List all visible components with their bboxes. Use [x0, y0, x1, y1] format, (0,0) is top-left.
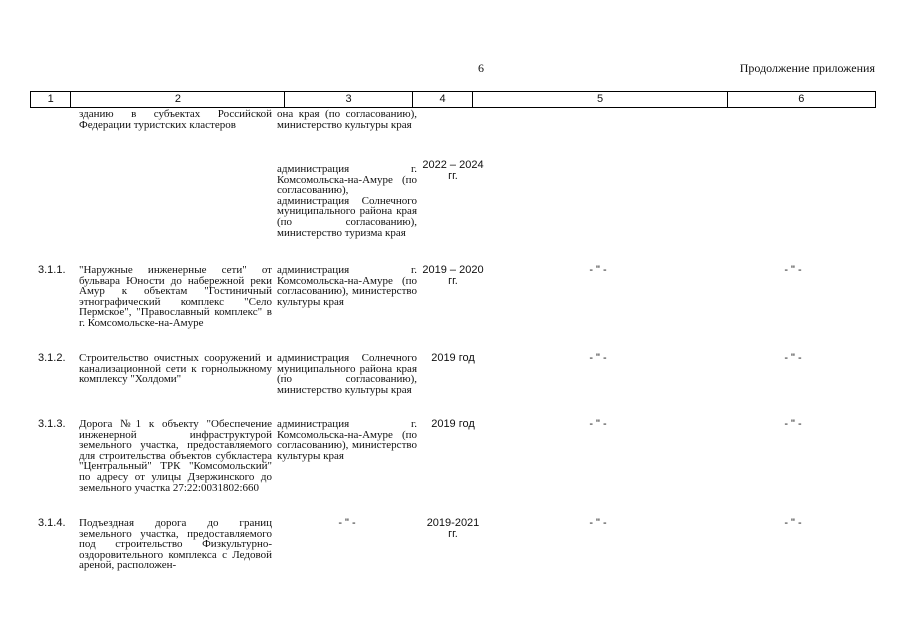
table-header [30, 91, 876, 108]
row-number: 3.1.2. [38, 352, 66, 364]
row-description: Подъездная дорога до границ земельного участка, предоставляемого под строительство Физкультурно-оздоровительного комплекса с Ледовой ареной, расположен- [79, 517, 272, 572]
row-description: Дорога №1 к объекту "Обеспечение инженерной инфраструктурой земельного участка, предоставляемого для строительства объектов субкластера "Центральный" ТРК "Комсомольский" по адресу от улицы Дзержинского до земельного участка 27:22:0031802:660 [79, 418, 272, 494]
row-number: 3.1.3. [38, 418, 66, 430]
row-period: 2019 – 2020 гг. [422, 264, 484, 287]
row-responsible: администрация г. Комсомольска-на-Амуре (по согласованию), министерство культуры края [277, 418, 417, 462]
carryover-text: зданию в субъектах Российской Федерации туристских кластеров [79, 108, 272, 131]
row-col5: - " - [589, 264, 607, 276]
block-period: 2022 – 2024 гг. [422, 159, 484, 182]
header-cell: 2 [71, 92, 285, 107]
row-period: 2019-2021 гг. [426, 517, 480, 540]
row-number: 3.1.4. [38, 517, 66, 529]
row-period: 2019 год [431, 418, 475, 430]
header-cell: 3 [285, 92, 412, 107]
row-col6: - " - [784, 418, 802, 430]
row-col5: - " - [589, 352, 607, 364]
row-responsible: - " - [338, 517, 356, 529]
row-col5: - " - [589, 517, 607, 529]
row-col6: - " - [784, 264, 802, 276]
row-col5: - " - [589, 418, 607, 430]
page-number: 6 [478, 61, 484, 75]
header-cell: 1 [31, 92, 71, 107]
row-responsible: администрация Солнечного муниципального района края (по согласованию), министерство культуры края [277, 352, 417, 396]
header-cell: 6 [798, 93, 805, 105]
carryover-responsible: она края (по согласованию), министерство культуры края [277, 108, 417, 131]
row-description: Строительство очистных сооружений и канализационной сети к горнолыжному комплексу "Холдоми" [79, 352, 272, 386]
row-number: 3.1.1. [38, 264, 66, 276]
block-responsible: администрация г. Комсомольска-на-Амуре (по согласованию), администрация Солнечного муниципального района края (по согласованию), министерство туризма края [277, 163, 417, 239]
row-col6: - " - [784, 352, 802, 364]
row-col6: - " - [784, 517, 802, 529]
row-description: "Наружные инженерные сети" от бульвара Юности до набережной реки Амур к объектам "Гостиничный этнографический комплекс "Село Пермское", "Православный комплекс" в г. Комсомольске-на-Амуре [79, 264, 272, 329]
continuation-label: Продолжение приложения [739, 61, 875, 75]
row-period: 2019 год [431, 352, 475, 364]
row-responsible: администрация г. Комсомольска-на-Амуре (по согласованию), министерство культуры края [277, 264, 417, 308]
header-cell: 4 [413, 92, 474, 107]
header-cell: 5 [473, 92, 727, 107]
